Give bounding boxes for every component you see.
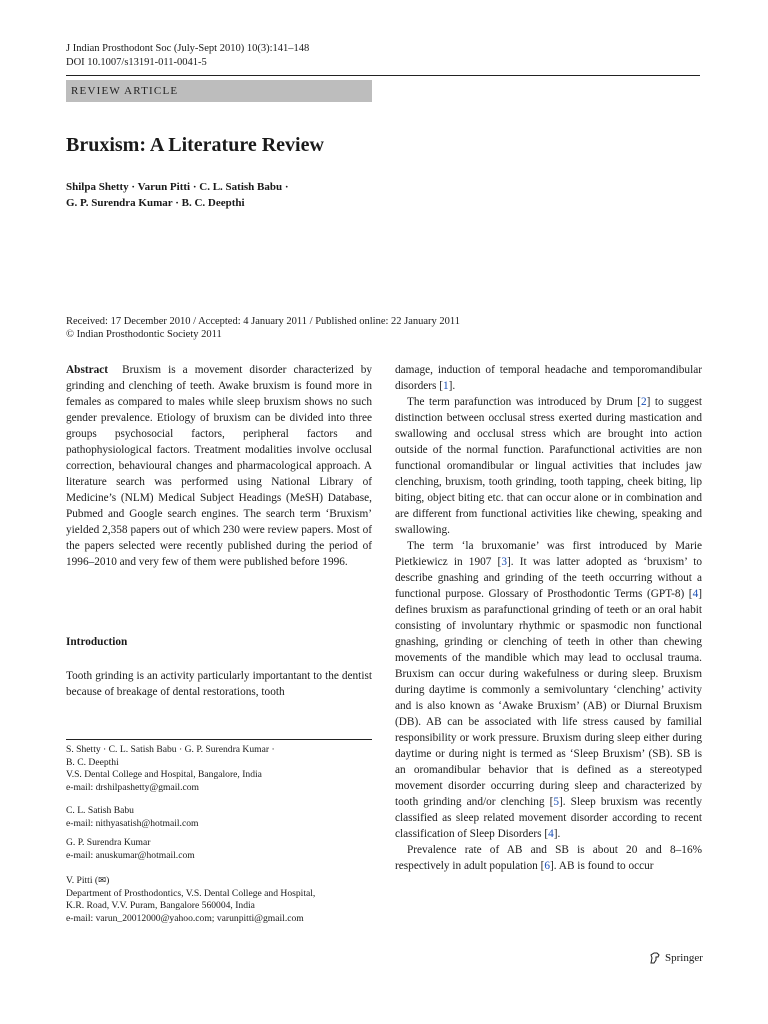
publication-dates: Received: 17 December 2010 / Accepted: 4 January 2011 / Published online: 22 January 2011 bbox=[66, 316, 461, 327]
affiliation-line: C. L. Satish Babu bbox=[66, 805, 134, 816]
paragraph: damage, induction of temporal headache and temporomandibular disorders [1]. bbox=[395, 364, 702, 392]
article-type-banner: REVIEW ARTICLE bbox=[66, 80, 372, 102]
abstract bbox=[66, 362, 372, 570]
affiliation-block bbox=[66, 875, 372, 925]
body-text-column bbox=[395, 362, 702, 874]
citation-link[interactable]: 5 bbox=[553, 796, 560, 808]
citation-link[interactable]: 1 bbox=[443, 380, 449, 392]
paragraph: The term parafunction was introduced by Drum [2] to suggest distinction between occlusal stress exerted during mastication and swallowing and occlusal stress which are brought into action outside of the normal function. Parafunctional activities are non functional oromandibular or lingual activities that includes jaw clenching, bruxism, tooth grinding, tooth tapping, cheek biting, lip biting, object biting etc. that can occur alone or in combination and are different from functional activities like chewing, speaking and swallowing. bbox=[395, 396, 702, 536]
citation-link[interactable]: 4 bbox=[548, 828, 554, 840]
header-rule bbox=[66, 75, 700, 76]
introduction-text bbox=[66, 668, 372, 700]
springer-horse-icon bbox=[648, 951, 662, 965]
citation-link[interactable]: 2 bbox=[640, 396, 647, 408]
affiliation-line: G. P. Surendra Kumar bbox=[66, 837, 151, 848]
email-link[interactable]: e-mail: drshilpashetty@gmail.com bbox=[66, 781, 199, 793]
paragraph: Prevalence rate of AB and SB is about 20 and 8–16% respectively in adult population [6]. AB is found to occur bbox=[395, 844, 702, 872]
affiliation-block bbox=[66, 744, 372, 794]
corresponding-author: V. Pitti (✉) bbox=[66, 875, 110, 886]
affiliation-line: B. C. Deepthi bbox=[66, 756, 119, 768]
paragraph: The term ‘la bruxomanie’ was first introduced by Marie Pietkiewicz in 1907 [3]. It was latter adopted as ‘bruxism’ to describe gnashing and grinding of the teeth occurring without a functional purpose. Glossary of Prosthodontic Terms (GPT-8) [4] defines bruxism as parafunctional grinding of teeth or an oral habit consisting of involuntary rhythmic or spasmodic non functional gnashing, grinding or clenching of teeth in other than chewing movements of the mandible which may lead to occlusal trauma. Bruxism can occur during wakefulness or during sleep. Bruxism during daytime is commonly a semivoluntary ‘clenching’ activity and is also known as ‘Awake Bruxism’ (AB) or Diurnal Bruxism (DB). AB can be associated with life stress caused by familial responsibility or work pressure. Bruxism during sleep either during daytime or during night is termed as ‘Sleep Bruxism’ (SB). SB is an oromandibular behavior that is defined as a stereotyped movement disorder occurring during sleep and characterized by tooth grinding and/or clenching [5]. Sleep bruxism was recently classified as sleep related movement disorder according to recent classification of Sleep Disorders [4]. bbox=[395, 540, 702, 840]
email-link[interactable]: e-mail: nithyasatish@hotmail.com bbox=[66, 817, 199, 829]
footnote-rule bbox=[66, 739, 372, 740]
author-line: G. P. Surendra Kumar · B. C. Deepthi bbox=[66, 197, 245, 209]
affiliation-line: K.R. Road, V.V. Puram, Bangalore 560004, India bbox=[66, 900, 255, 912]
paragraph: Tooth grinding is an activity particularly importantant to the dentist because of breakage of dental restorations, tooth bbox=[66, 670, 372, 698]
email-link[interactable]: e-mail: varun_20012000@yahoo.com; varunpitti@gmail.com bbox=[66, 912, 304, 924]
journal-citation: J Indian Prosthodont Soc (July-Sept 2010) 10(3):141–148 bbox=[66, 43, 310, 54]
author-line: Shilpa Shetty · Varun Pitti · C. L. Satish Babu · bbox=[66, 181, 289, 193]
affiliation-block bbox=[66, 805, 372, 830]
article-history bbox=[66, 315, 460, 341]
affiliation-block bbox=[66, 837, 372, 862]
abstract-label: Abstract bbox=[66, 364, 109, 376]
affiliation-line: S. Shetty · C. L. Satish Babu · G. P. Surendra Kumar · bbox=[66, 744, 275, 755]
citation-link[interactable]: 6 bbox=[544, 860, 550, 872]
copyright-notice: © Indian Prosthodontic Society 2011 bbox=[66, 329, 222, 340]
section-heading-introduction: Introduction bbox=[66, 636, 128, 648]
abstract-text: Bruxism is a movement disorder characterized by grinding and clenching of teeth. Awake bruxism is found more in females as compared to males while sleep bruxism shows no such gender prevalence. Etiology of bruxism can be divided into three groups psychosocial factors, peripheral factors and pathophysiological factors. Treatment modalities involve occlusal correction, behavioural changes and pharmacological approach. A literature search was performed using National Library of Medicine’s (NLM) Medical Subject Headings (MeSH) Database, Pubmed and Google search engines. The search term ‘Bruxism’ yielded 2,358 papers out of which 230 were review papers. Most of the papers selected were recently published during the period of 1996–2010 and very few of them were published before 1996. bbox=[66, 364, 372, 568]
article-title: Bruxism: A Literature Review bbox=[66, 134, 324, 156]
citation-link[interactable]: 4 bbox=[692, 588, 699, 600]
citation-link[interactable]: 3 bbox=[501, 556, 507, 568]
email-link[interactable]: e-mail: anuskumar@hotmail.com bbox=[66, 849, 195, 861]
author-list bbox=[66, 179, 289, 211]
affiliation-line: Department of Prosthodontics, V.S. Dental College and Hospital, bbox=[66, 887, 316, 899]
publisher-logo bbox=[648, 951, 703, 965]
publisher-name: Springer bbox=[665, 952, 703, 964]
doi[interactable]: DOI 10.1007/s13191-011-0041-5 bbox=[66, 57, 207, 68]
affiliation-line: V.S. Dental College and Hospital, Bangalore, India bbox=[66, 769, 262, 781]
